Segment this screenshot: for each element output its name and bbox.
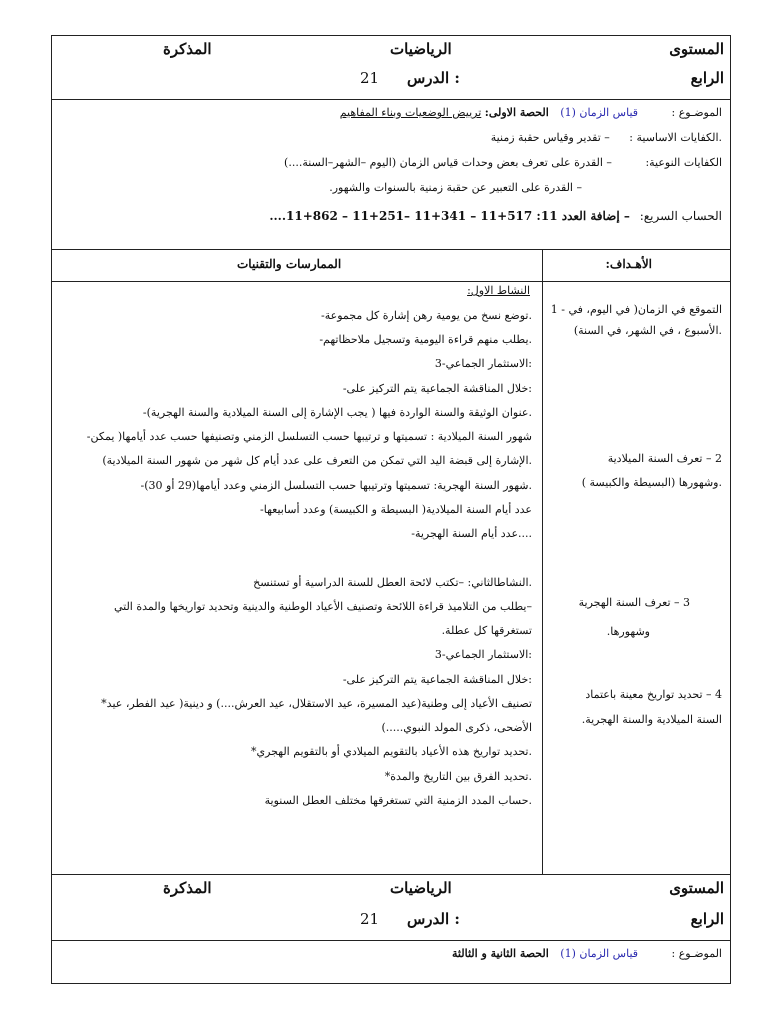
subject-title: الرياضيات: [390, 40, 452, 58]
lesson-label: الدرس :: [407, 910, 460, 928]
mental-label: الحساب السريع:: [639, 209, 722, 223]
lesson-number: 21: [360, 69, 380, 87]
practice-line: –يطلب من التلاميذ قراءة اللائحة وتصنيف الأعياد الوطنية والدينية وتحديد تواريخها والمدة التي: [113, 600, 532, 613]
practice-line: .تحديد تواريخ هذه الأعياد بالتقويم الميلادي أو بالتقويم الهجري*: [250, 745, 532, 758]
practice-line: .حساب المدد الزمنية التي تستغرقها مختلف العطل السنوية: [264, 794, 532, 807]
header-block: [52, 36, 730, 100]
practice-line: :الاستثمار الجماعي-3: [434, 357, 532, 370]
session-description: ترييض الوضعيات وبناء المفاهيم: [339, 106, 482, 119]
activity-2-title: .النشاطالثاني: –تكتب لائحة العطل للسنة الدراسية أو تستنسخ: [253, 576, 532, 589]
level-label: المستوى: [669, 879, 724, 897]
practice-line: :الاستثمار الجماعي-3: [434, 648, 532, 661]
basic-label: .الكفايات الاساسية :: [629, 131, 722, 144]
lesson-number: 21: [360, 910, 380, 928]
columns-header: [52, 250, 730, 282]
practice-line: الأضحى، ذكرى المولد النبوي.....): [381, 721, 532, 734]
practice-line: تصنيف الأعياد إلى وطنية(عيد المسيرة، عيد الاستقلال، عيد العرش....) و دينية( عيد الفطر، عيد*: [101, 697, 532, 710]
practice-line: .شهور السنة الهجرية: تسميتها وترتيبها حسب التسلسل الزمني وعدد أيامها(29 أو 30)-: [140, 479, 532, 492]
practice-line: .تحديد الفرق بين التاريخ والمدة*: [384, 770, 532, 783]
topic-name: قياس الزمان (1): [560, 947, 639, 960]
objective-line: .وشهورها (البسيطة والكبيسة ): [581, 476, 722, 489]
practice-line: .يطلب منهم قراءة اليومية وتسجيل ملاحظاتهم-: [319, 333, 532, 346]
session-label: الحصة الثانية و الثالثة: [452, 947, 549, 960]
objective-line: 3 – تعرف السنة الهجرية: [578, 596, 690, 609]
practice-line: عدد أيام السنة الميلادية( البسيطة و الكبيسة) وعدد أسابيعها-: [260, 503, 532, 516]
basic-value: – تقدير وقياس حقبة زمنية: [490, 131, 610, 144]
memo-title: المذكرة: [163, 879, 212, 897]
session-label: الحصة الاولى:: [484, 106, 549, 119]
level-value: الرابع: [690, 910, 724, 928]
objective-line: 4 – تحديد تواريخ معينة باعتماد: [585, 688, 722, 701]
main-body: [52, 282, 730, 875]
basic-competency-line: [491, 131, 722, 144]
topic-label: الموضـوع :: [671, 947, 722, 960]
practice-line: تستغرقها كل عطلة.: [441, 624, 532, 637]
qual-item-1: – القدرة على تعرف بعض وحدات قياس الزمان (اليوم –الشهر–السنة....): [284, 156, 612, 169]
info-block-2: [52, 941, 730, 983]
practice-line: .الإشارة إلى قبضة اليد التي تمكن من التعرف على عدد أيام كل شهر من شهور السنة الميلادية): [102, 454, 532, 467]
lesson-sheet: [51, 35, 731, 984]
column-divider: [542, 282, 543, 874]
practices-header: الممارسات والتقنيات: [237, 257, 342, 271]
qualitative-competency-line: [284, 156, 722, 169]
info-block: [52, 100, 730, 250]
topic-name: قياس الزمان (1): [560, 106, 639, 119]
mental-value: – إضافة العدد 11: 517+11 – 341+11 –251+11 – 862+11....: [269, 209, 630, 223]
practice-line: .توضع نسخ من يومية رهن إشارة كل مجموعة-: [321, 309, 532, 322]
objective-line: التموقع في الزمان( في اليوم، في - 1: [550, 303, 722, 316]
practice-line: ....عدد أيام السنة الهجرية-: [411, 527, 532, 540]
practice-line: :خلال المناقشة الجماعية يتم التركيز على-: [342, 382, 532, 395]
topic-label: الموضـوع :: [671, 106, 722, 119]
objectives-header: :الأهـداف: [605, 257, 652, 271]
lesson-label: الدرس :: [407, 69, 460, 87]
column-divider: [542, 250, 543, 281]
activity-1-title: النشاط الاول:: [467, 284, 530, 297]
level-value: الرابع: [690, 69, 724, 87]
objective-line: 2 – تعرف السنة الميلادية: [607, 452, 722, 465]
topic-line: [452, 947, 722, 960]
objective-line: السنة الميلادية والسنة الهجرية.: [581, 713, 722, 726]
memo-title: المذكرة: [163, 40, 212, 58]
practice-line: :خلال المناقشة الجماعية يتم التركيز على-: [342, 673, 532, 686]
qual-item-2: – القدرة على التعبير عن حقبة زمنية بالسنوات والشهور.: [329, 181, 582, 194]
mental-math-line: [269, 209, 722, 223]
objective-line: وشهورها.: [606, 625, 650, 638]
subject-title: الرياضيات: [390, 879, 452, 897]
practice-line: شهور السنة الميلادية : تسميتها و ترتيبها حسب التسلسل الزمني وتصنيفها حسب عدد أيامها( يمكن-: [86, 430, 532, 443]
header-block-2: [52, 875, 730, 941]
level-label: المستوى: [669, 40, 724, 58]
qual-label: الكفايات النوعية:: [645, 156, 722, 169]
objective-line: .الأسبوع ، في الشهر، في السنة): [573, 324, 722, 337]
topic-line: [340, 106, 722, 119]
practice-line: .عنوان الوثيقة والسنة الواردة فيها ( يجب الإشارة إلى السنة الميلادية والسنة الهجرية)-: [142, 406, 532, 419]
